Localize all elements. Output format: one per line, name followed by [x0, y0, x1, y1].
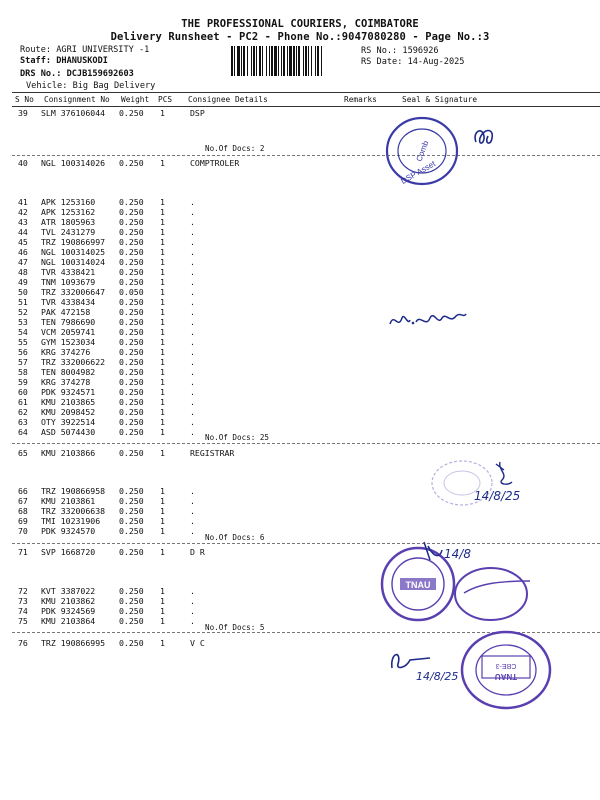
sno-cell: 68	[18, 506, 28, 516]
consignee-cell: .	[190, 367, 195, 377]
consignee-cell: .	[190, 207, 195, 217]
weight-cell: 0.250	[119, 267, 144, 277]
weight-cell: 0.250	[119, 357, 144, 367]
vehicle-label: Vehicle: Big Bag Delivery	[26, 81, 156, 91]
consignment-cell: TMI 10231906	[41, 516, 101, 526]
sno-cell: 54	[18, 327, 28, 337]
weight-cell: 0.250	[119, 586, 144, 596]
table-row	[0, 297, 600, 307]
barcode	[231, 46, 353, 76]
weight-cell: 0.250	[119, 108, 144, 118]
consignee-cell: .	[190, 337, 195, 347]
consignment-cell: TRZ 332006638	[41, 506, 106, 516]
table-row-main	[0, 108, 600, 118]
pcs-cell: 1	[160, 486, 165, 496]
table-row	[0, 267, 600, 277]
consignment-cell: TVR 4338421	[41, 267, 96, 277]
pcs-cell: 1	[160, 277, 165, 287]
sno-cell: 75	[18, 616, 28, 626]
weight-cell: 0.250	[119, 257, 144, 267]
sno-cell: 53	[18, 317, 28, 327]
weight-cell: 0.250	[119, 377, 144, 387]
sno-cell: 76	[18, 638, 28, 648]
sno-cell: 74	[18, 606, 28, 616]
pcs-cell: 1	[160, 108, 165, 118]
consignee-cell: .	[190, 496, 195, 506]
weight-cell: 0.250	[119, 448, 144, 458]
pcs-cell: 1	[160, 217, 165, 227]
consignment-cell: TVL 2431279	[41, 227, 96, 237]
consignment-cell: TRZ 190866997	[41, 237, 106, 247]
docs-count: No.Of Docs: 6	[205, 533, 265, 542]
pcs-cell: 1	[160, 247, 165, 257]
sno-cell: 62	[18, 407, 28, 417]
sno-cell: 41	[18, 197, 28, 207]
pcs-cell: 1	[160, 427, 165, 437]
weight-cell: 0.250	[119, 317, 144, 327]
consignment-cell: NGL 100314026	[41, 158, 106, 168]
svg-text:Comb: Comb	[414, 139, 431, 163]
pcs-cell: 1	[160, 317, 165, 327]
vc-office-stamp	[448, 626, 558, 720]
table-row-main	[0, 448, 600, 458]
column-header-row	[0, 95, 600, 105]
consignment-cell: KVT 3387022	[41, 586, 96, 596]
consignee-cell: .	[190, 197, 195, 207]
weight-cell: 0.250	[119, 227, 144, 237]
weight-cell: 0.250	[119, 496, 144, 506]
table-row	[0, 317, 600, 327]
consignee-cell: .	[190, 397, 195, 407]
pcs-cell: 1	[160, 586, 165, 596]
table-row	[0, 327, 600, 337]
rs-number: RS No.: 1596926	[361, 46, 439, 56]
weight-cell: 0.250	[119, 387, 144, 397]
col-seal: Seal & Signature	[402, 95, 478, 104]
consignee-cell: .	[190, 277, 195, 287]
table-row	[0, 337, 600, 347]
weight-cell: 0.250	[119, 217, 144, 227]
rs-date: RS Date: 14-Aug-2025	[361, 57, 465, 67]
weight-cell: 0.250	[119, 327, 144, 337]
pcs-cell: 1	[160, 207, 165, 217]
consignee-cell: .	[190, 407, 195, 417]
weight-cell: 0.250	[119, 197, 144, 207]
table-row	[0, 417, 600, 427]
table-row	[0, 197, 600, 207]
consignment-cell: OTY 3922514	[41, 417, 96, 427]
table-row	[0, 357, 600, 367]
weight-cell: 0.250	[119, 367, 144, 377]
table-row	[0, 427, 600, 437]
sno-cell: 58	[18, 367, 28, 377]
consignee-cell: .	[190, 526, 195, 536]
consignment-cell: GYM 1523034	[41, 337, 96, 347]
sno-cell: 48	[18, 267, 28, 277]
sno-cell: 52	[18, 307, 28, 317]
consignee-cell: .	[190, 586, 195, 596]
consignee-cell: .	[190, 327, 195, 337]
pcs-cell: 1	[160, 417, 165, 427]
svg-text:DSP Asset: DSP Asset	[399, 159, 437, 186]
sno-cell: 67	[18, 496, 28, 506]
sno-cell: 40	[18, 158, 28, 168]
drs-number: DRS No.: DCJB159692603	[20, 69, 134, 79]
consignee-cell: .	[190, 257, 195, 267]
weight-cell: 0.250	[119, 606, 144, 616]
sno-cell: 49	[18, 277, 28, 287]
table-row	[0, 277, 600, 287]
col-sno: S No	[15, 95, 34, 104]
pcs-cell: 1	[160, 357, 165, 367]
sno-cell: 59	[18, 377, 28, 387]
pcs-cell: 1	[160, 397, 165, 407]
sno-cell: 51	[18, 297, 28, 307]
weight-cell: 0.250	[119, 417, 144, 427]
table-row	[0, 257, 600, 267]
sno-cell: 72	[18, 586, 28, 596]
pcs-cell: 1	[160, 616, 165, 626]
sno-cell: 61	[18, 397, 28, 407]
weight-cell: 0.250	[119, 347, 144, 357]
consignee-cell: .	[190, 606, 195, 616]
consignment-cell: PDK 9324571	[41, 387, 96, 397]
table-row	[0, 347, 600, 357]
staff-label: Staff: DHANUSKODI	[20, 56, 108, 66]
sno-cell: 60	[18, 387, 28, 397]
consignment-cell: KMU 2103865	[41, 397, 96, 407]
weight-cell: 0.250	[119, 277, 144, 287]
table-row	[0, 307, 600, 317]
pcs-cell: 1	[160, 377, 165, 387]
pcs-cell: 1	[160, 547, 165, 557]
consignee-cell: V C	[190, 638, 205, 648]
consignment-cell: TNM 1093679	[41, 277, 96, 287]
table-row	[0, 217, 600, 227]
docs-count: No.Of Docs: 5	[205, 623, 265, 632]
consignment-cell: TRZ 332006647	[41, 287, 106, 297]
sno-cell: 66	[18, 486, 28, 496]
weight-cell: 0.250	[119, 247, 144, 257]
pcs-cell: 1	[160, 516, 165, 526]
pcs-cell: 1	[160, 496, 165, 506]
sno-cell: 44	[18, 227, 28, 237]
weight-cell: 0.250	[119, 427, 144, 437]
consignment-cell: KMU 2103864	[41, 616, 96, 626]
registrar-date: 14/8/25	[474, 489, 521, 503]
pcs-cell: 1	[160, 606, 165, 616]
weight-cell: 0.250	[119, 237, 144, 247]
pcs-cell: 1	[160, 287, 165, 297]
weight-cell: 0.250	[119, 638, 144, 648]
pcs-cell: 1	[160, 237, 165, 247]
route-label: Route: AGRI UNIVERSITY -1	[20, 45, 150, 55]
table-row-main	[0, 158, 600, 168]
table-row	[0, 387, 600, 397]
consignment-cell: KMU 2103862	[41, 596, 96, 606]
pcs-cell: 1	[160, 327, 165, 337]
weight-cell: 0.250	[119, 207, 144, 217]
consignee-cell: .	[190, 427, 195, 437]
pcs-cell: 1	[160, 448, 165, 458]
table-row	[0, 287, 600, 297]
weight-cell: 0.250	[119, 526, 144, 536]
consignee-cell: .	[190, 227, 195, 237]
group-divider	[12, 155, 600, 156]
pcs-cell: 1	[160, 347, 165, 357]
consignee-cell: D R	[190, 547, 205, 557]
consignment-cell: APK 1253160	[41, 197, 96, 207]
dsp-signature	[470, 124, 504, 154]
sno-cell: 65	[18, 448, 28, 458]
comptroler-signature	[386, 304, 470, 338]
pcs-cell: 1	[160, 367, 165, 377]
consignee-cell: COMPTROLER	[190, 158, 240, 168]
consignee-cell: .	[190, 596, 195, 606]
sno-cell: 43	[18, 217, 28, 227]
consignee-cell: REGISTRAR	[190, 448, 235, 458]
consignment-cell: ASD 5074430	[41, 427, 96, 437]
consignment-cell: NGL 100314025	[41, 247, 106, 257]
col-consignee: Consignee Details	[188, 95, 268, 104]
consignment-cell: KMU 2103861	[41, 496, 96, 506]
weight-cell: 0.250	[119, 516, 144, 526]
sno-cell: 42	[18, 207, 28, 217]
consignee-cell: .	[190, 377, 195, 387]
consignee-cell: .	[190, 297, 195, 307]
consignment-cell: TEN 7986690	[41, 317, 96, 327]
consignee-cell: .	[190, 317, 195, 327]
weight-cell: 0.250	[119, 547, 144, 557]
consignee-cell: .	[190, 387, 195, 397]
consignment-cell: ATR 1805963	[41, 217, 96, 227]
sno-cell: 45	[18, 237, 28, 247]
weight-cell: 0.250	[119, 337, 144, 347]
weight-cell: 0.250	[119, 616, 144, 626]
consignee-cell: .	[190, 287, 195, 297]
consignee-cell: .	[190, 217, 195, 227]
pcs-cell: 1	[160, 257, 165, 267]
consignee-cell: .	[190, 516, 195, 526]
sno-cell: 39	[18, 108, 28, 118]
page-title: THE PROFESSIONAL COURIERS, COIMBATORE	[181, 18, 419, 30]
table-row	[0, 237, 600, 247]
table-row	[0, 516, 600, 526]
col-remarks: Remarks	[344, 95, 377, 104]
sno-cell: 50	[18, 287, 28, 297]
sno-cell: 64	[18, 427, 28, 437]
consignee-cell: .	[190, 417, 195, 427]
consignment-cell: SLM 376106044	[41, 108, 106, 118]
consignee-cell: .	[190, 347, 195, 357]
svg-text:CBE-3: CBE-3	[495, 662, 517, 669]
consignment-cell: TRZ 190866958	[41, 486, 106, 496]
table-row	[0, 397, 600, 407]
weight-cell: 0.250	[119, 158, 144, 168]
pcs-cell: 1	[160, 158, 165, 168]
consignee-cell: .	[190, 307, 195, 317]
col-weight: Weight	[121, 95, 150, 104]
pcs-cell: 1	[160, 506, 165, 516]
pcs-cell: 1	[160, 307, 165, 317]
pcs-cell: 1	[160, 297, 165, 307]
sno-cell: 69	[18, 516, 28, 526]
consignment-cell: PDK 9324570	[41, 526, 96, 536]
consignee-cell: .	[190, 237, 195, 247]
consignee-cell: .	[190, 267, 195, 277]
weight-cell: 0.050	[119, 287, 144, 297]
consignment-cell: PAK 472158	[41, 307, 91, 317]
table-row	[0, 407, 600, 417]
consignment-cell: APK 1253162	[41, 207, 96, 217]
pcs-cell: 1	[160, 337, 165, 347]
col-consignment: Consignment No	[44, 95, 110, 104]
col-pcs: PCS	[158, 95, 173, 104]
group-divider	[12, 443, 600, 444]
table-row	[0, 526, 600, 536]
consignment-cell: PDK 9324569	[41, 606, 96, 616]
consignee-cell: .	[190, 357, 195, 367]
sno-cell: 70	[18, 526, 28, 536]
consignment-cell: VCM 2059741	[41, 327, 96, 337]
sno-cell: 47	[18, 257, 28, 267]
consignment-cell: KMU 2098452	[41, 407, 96, 417]
dr-date: 14/8	[444, 547, 471, 561]
pcs-cell: 1	[160, 227, 165, 237]
vc-date: 14/8/25	[416, 670, 459, 683]
table-row	[0, 207, 600, 217]
weight-cell: 0.250	[119, 297, 144, 307]
sno-cell: 46	[18, 247, 28, 257]
consignment-cell: TRZ 190866995	[41, 638, 106, 648]
docs-count: No.Of Docs: 2	[205, 144, 265, 153]
pcs-cell: 1	[160, 267, 165, 277]
consignment-cell: NGL 100314024	[41, 257, 106, 267]
sno-cell: 57	[18, 357, 28, 367]
tnau-stamp-text: TNAU	[405, 580, 431, 590]
weight-cell: 0.250	[119, 596, 144, 606]
consignee-cell: .	[190, 616, 195, 626]
consignee-cell: .	[190, 506, 195, 516]
page-subtitle: Delivery Runsheet - PC2 - Phone No.:9047080280 - Page No.:3	[110, 31, 490, 43]
pcs-cell: 1	[160, 638, 165, 648]
svg-text:TNAU: TNAU	[494, 672, 518, 681]
weight-cell: 0.250	[119, 397, 144, 407]
table-row	[0, 247, 600, 257]
table-row	[0, 377, 600, 387]
consignment-cell: KMU 2103866	[41, 448, 96, 458]
pcs-cell: 1	[160, 387, 165, 397]
pcs-cell: 1	[160, 407, 165, 417]
dr-stamp-oval	[450, 563, 532, 629]
pcs-cell: 1	[160, 596, 165, 606]
docs-count: No.Of Docs: 25	[205, 433, 270, 442]
consignment-cell: SVP 1668720	[41, 547, 96, 557]
weight-cell: 0.250	[119, 486, 144, 496]
consignment-cell: TRZ 332006622	[41, 357, 106, 367]
consignment-cell: KRG 374276	[41, 347, 91, 357]
table-row	[0, 227, 600, 237]
sno-cell: 63	[18, 417, 28, 427]
consignee-cell: .	[190, 247, 195, 257]
sno-cell: 71	[18, 547, 28, 557]
consignee-cell: DSP	[190, 108, 205, 118]
sno-cell: 73	[18, 596, 28, 606]
table-row	[0, 367, 600, 377]
pcs-cell: 1	[160, 526, 165, 536]
dsp-stamp	[382, 112, 462, 194]
registrar-signature	[474, 460, 564, 508]
sno-cell: 55	[18, 337, 28, 347]
sno-cell: 56	[18, 347, 28, 357]
weight-cell: 0.250	[119, 307, 144, 317]
consignee-cell: .	[190, 486, 195, 496]
pcs-cell: 1	[160, 197, 165, 207]
weight-cell: 0.250	[119, 506, 144, 516]
consignment-cell: TEN 8004982	[41, 367, 96, 377]
consignment-cell: TVR 4338434	[41, 297, 96, 307]
weight-cell: 0.250	[119, 407, 144, 417]
consignment-cell: KRG 374278	[41, 377, 91, 387]
